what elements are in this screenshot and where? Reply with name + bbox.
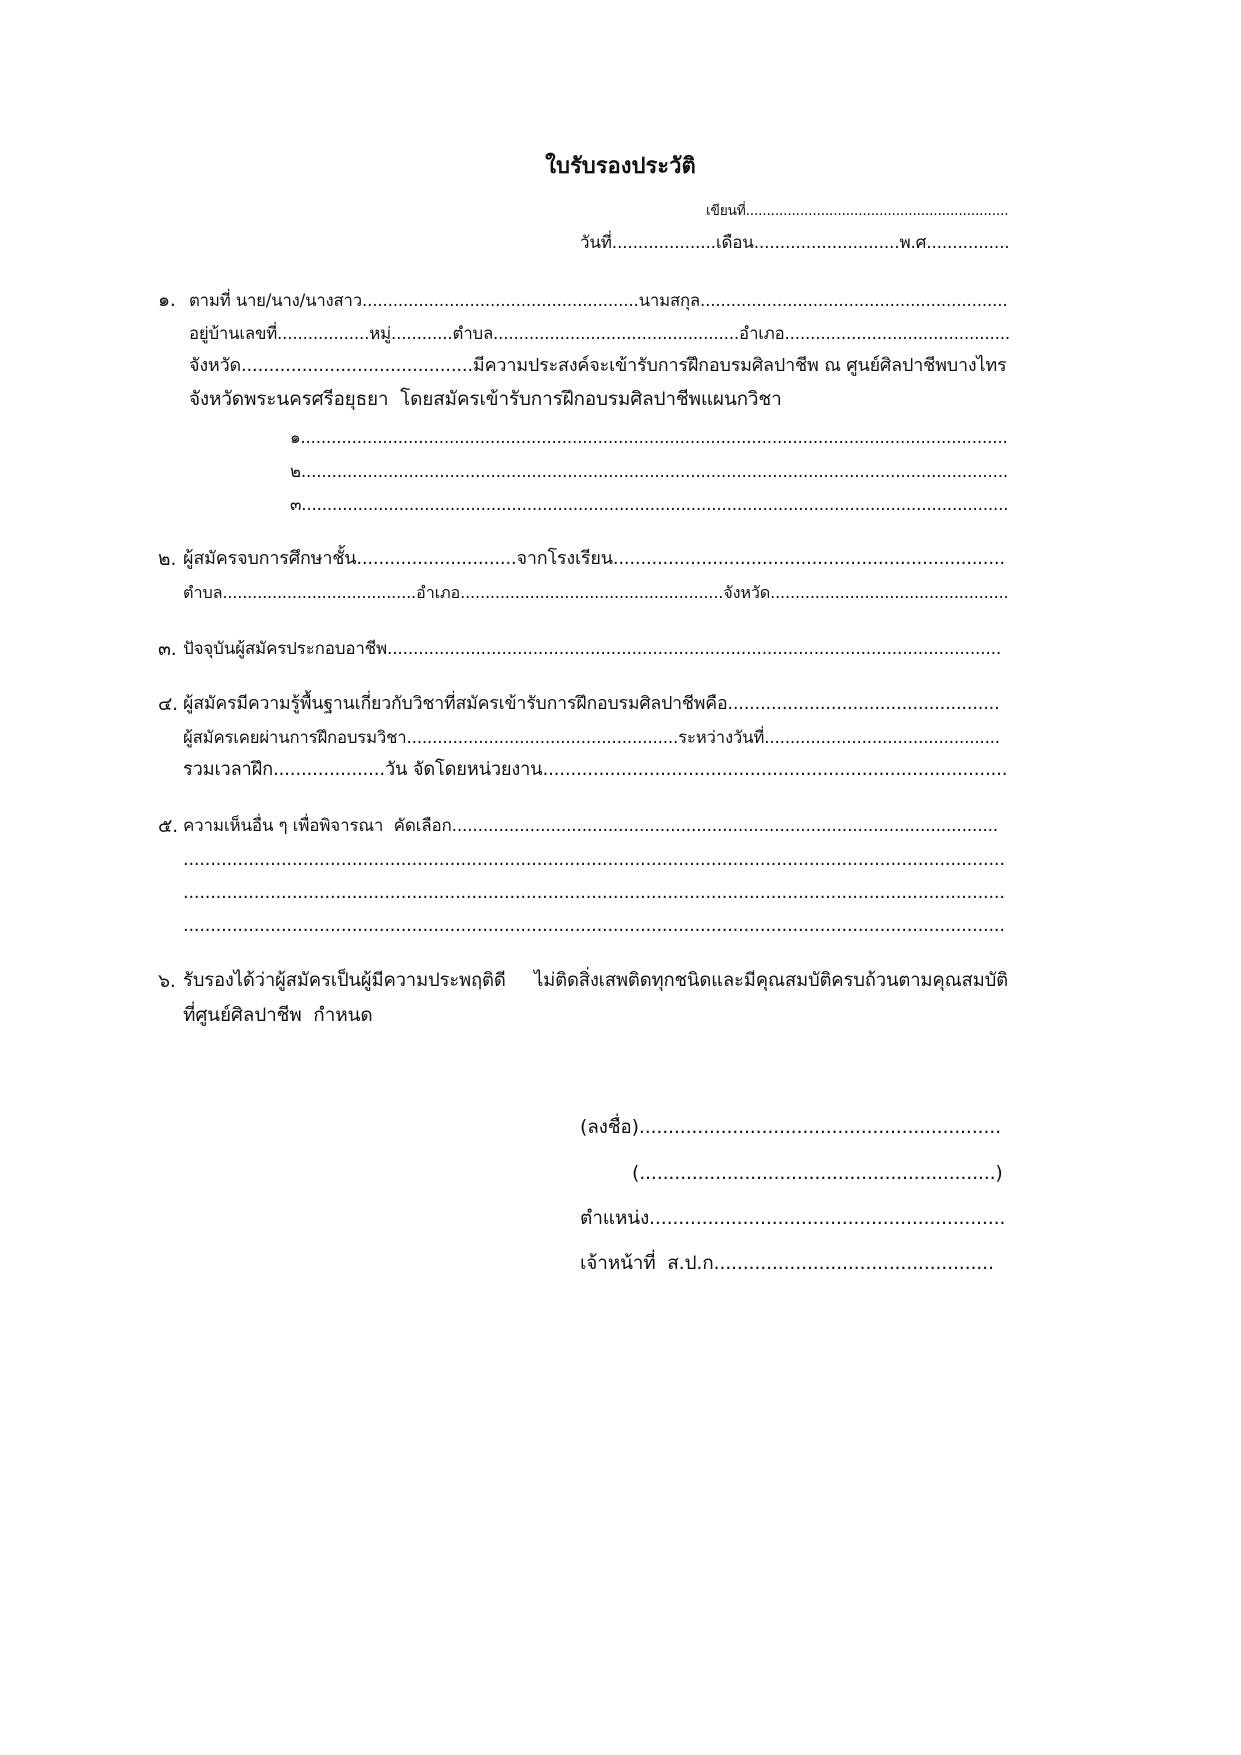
section-2-line-2: ตำบล.......................................อำเภอ.....................................................จังหวัด................................................ (183, 583, 1009, 602)
signature-officer-line: เจ้าหน้าที่ ส.ป.ก................................................ (580, 1252, 994, 1274)
section-4-line-1: ผู้สมัครมีความรู้พื้นฐานเกี่ยวกับวิชาที่สมัครเข้ารับการฝึกอบรมศิลปาชีพคือ.................................................. (183, 694, 1000, 714)
section-5-line-1: ความเห็นอื่น ๆ เพื่อพิจารณา คัดเลือก......................................................................................................... (183, 816, 999, 836)
section-1-item-1: ๑.......................................................................................................................................... (290, 427, 1008, 447)
section-5-blank-3: ....................................................................................................................................................... (183, 916, 1005, 936)
signature-name-line: (.............................................................) (632, 1162, 1003, 1184)
section-4-line-2: ผู้สมัครเคยผ่านการฝึกอบรมวิชา.....................................................ระหว่างวันที่.............................................. (183, 727, 1000, 747)
section-5-number: ๕. (158, 815, 179, 837)
document-title: ใบรับรองประวัติ (545, 154, 696, 179)
section-6-number: ๖. (158, 970, 176, 992)
section-3-line-1: ปัจจุบันผู้สมัครประกอบอาชีพ...................................................................................................................... (183, 639, 1002, 659)
written-at-line: เขียนที่............................................................... (706, 203, 1009, 219)
section-5-blank-2: ....................................................................................................................................................... (183, 883, 1005, 903)
date-line: วันที่....................เดือน............................พ.ศ................ (580, 233, 1010, 253)
section-6-line-2: ที่ศูนย์ศิลปาชีพ กำหนด (183, 1004, 373, 1026)
section-6-line-1: รับรองได้ว่าผู้สมัครเป็นผู้มีความประพฤติดี ไม่ติดสิ่งเสพติดทุกชนิดและมีคุณสมบัติครบถ้วนตามคุณสมบัติ (183, 970, 1008, 991)
signature-position-line: ตำแหน่ง............................................................. (580, 1207, 1006, 1229)
section-1-item-3: ๓.......................................................................................................................................... (290, 494, 1009, 514)
signature-line: (ลงชื่อ).............................................................. (580, 1116, 1001, 1138)
section-1-number: ๑. (158, 289, 176, 311)
section-1-line-3: จังหวัด..........................................มีความประสงค์จะเข้ารับการฝึกอบรมศิลปาชีพ ณ ศูนย์ศิลปาชีพบางไทร (189, 355, 1007, 376)
section-2-number: ๒. (158, 548, 177, 570)
section-5-blank-1: ....................................................................................................................................................... (183, 850, 1005, 870)
section-3-number: ๓. (158, 638, 177, 660)
section-1-line-1: ตามที่ นาย/นาง/นางสาว......................................................นามสกุล............................................................ (189, 290, 1008, 310)
section-4-number: ๔. (158, 693, 179, 715)
section-1-line-4: จังหวัดพระนครศรีอยุธยา โดยสมัครเข้ารับการฝึกอบรมศิลปาชีพแผนกวิชา (189, 388, 782, 410)
section-1-line-2: อยู่บ้านเลขที่..................หมู่............ตำบล................................................อำเภอ............................................ (189, 323, 1010, 343)
section-1-item-2: ๒.......................................................................................................................................... (290, 461, 1009, 481)
section-2-line-1: ผู้สมัครจบการศึกษาชั้น.............................จากโรงเรียน....................................................................... (183, 548, 1005, 569)
section-4-line-3: รวมเวลาฝึก....................วัน จัดโดยหน่วยงาน................................................................................... (183, 759, 1008, 780)
